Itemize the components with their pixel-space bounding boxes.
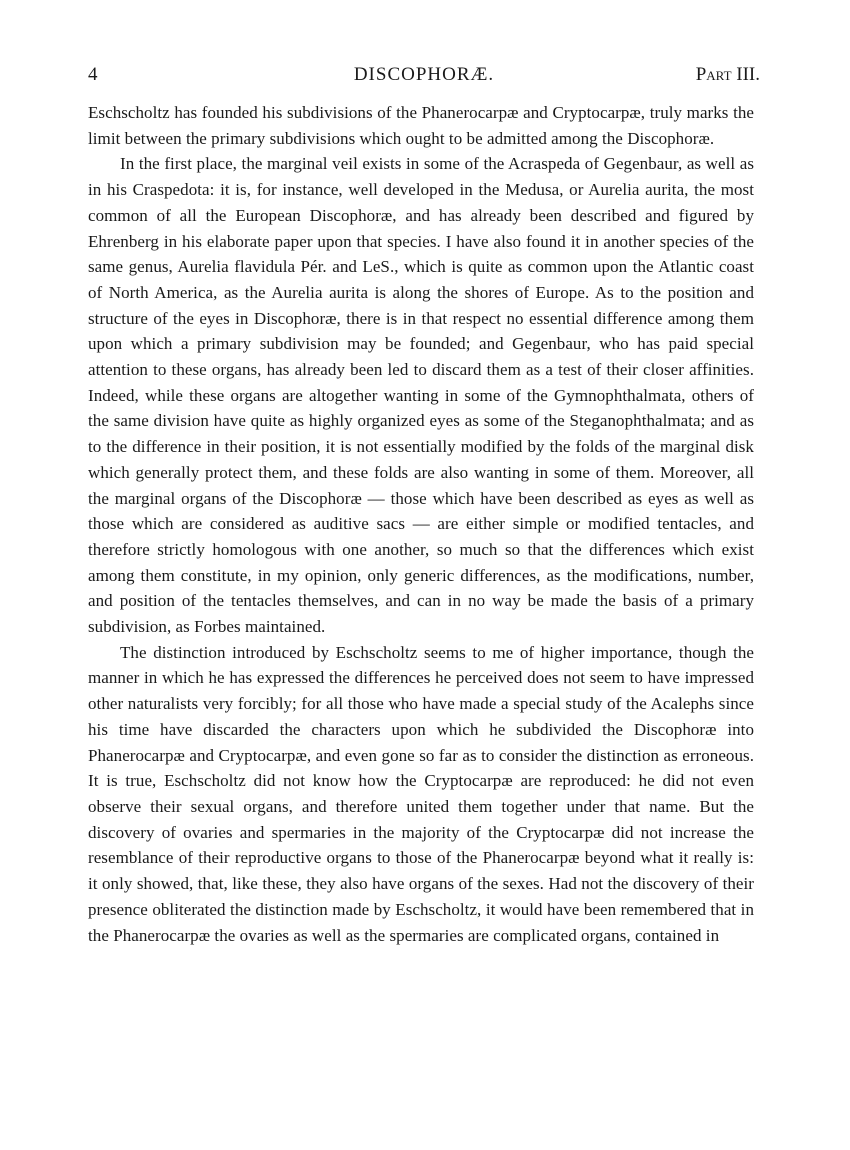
body-text: [88, 100, 754, 948]
running-title: DISCOPHORÆ.: [353, 64, 495, 85]
part-label: Part III.: [695, 64, 760, 85]
running-head: [88, 62, 760, 88]
paragraph-eschscholtz-distinction: The distinction introduced by Eschscholtz seems to me of higher importance, though the manner in which he has expressed the differences he perceived does not seem to have impressed other naturalists very forcibly; for all those who have made a special study of the Acalephs since his time have discarded the characters upon which he subdivided the Discophoræ into Phanerocarpæ and Cryptocarpæ, and even gone so far as to consider the distinction as erroneous. It is true, Eschscholtz did not know how the Cryptocarpæ are reproduced: he did not even observe their sexual organs, and therefore united them together under that name. But the discovery of ovaries and spermaries in the majority of the Cryptocarpæ did not increase the resemblance of their reproductive organs to those of the Phanerocarpæ beyond what it really is: it only showed, that, like these, they also have organs of the sexes. Had not the discovery of their presence obliterated the distinction made by Eschscholtz, it would have been remembered that in the Phanerocarpæ the ovaries as well as the spermaries are complicated organs, contained in: [88, 642, 754, 945]
page-number: 4: [88, 64, 98, 85]
paragraph-marginal-veil: In the first place, the marginal veil exists in some of the Acraspeda of Gegenbaur, as well as in his Craspedota: it is, for instance, well developed in the Medusa, or Aurelia aurita, the most common of all the European Discophoræ, and has already been described and figured by Ehrenberg in his elaborate paper upon that species. I have also found it in another species of the same genus, Aurelia flavidula Pér. and LeS., which is quite as common upon the Atlantic coast of North America, as the Aurelia aurita is along the shores of Europe. As to the position and structure of the eyes in Discophoræ, there is in that respect no essential difference among them upon which a primary subdivision may be founded; and Gegenbaur, who has paid special attention to these organs, has already been led to discard them as a test of their closer affinities. Indeed, while these organs are altogether wanting in some of the Gymnophthalmata, others of the same division have quite as highly organized eyes as some of the Steganophthalmata; and as to the difference in their position, it is not essentially modified by the folds of the marginal disk which generally protect them, and these folds are also wanting in some of them. Moreover, all the marginal organs of the Discophoræ — those which have been described as eyes as well as those which are considered as auditive sacs — are either simple or modified tentacles, and therefore strictly homologous with one another, so much so that the differences which exist among them constitute, in my opinion, only generic differences, as the modifications, number, and position of the tentacles themselves, and can in no way be made the basis of a primary subdivision, as Forbes maintained.: [88, 154, 754, 637]
paragraph-continued: Eschscholtz has founded his subdivisions of the Phanerocarpæ and Cryptocarpæ, truly marks the limit between the primary subdivisions which ought to be admitted among the Discophoræ.: [88, 103, 754, 148]
